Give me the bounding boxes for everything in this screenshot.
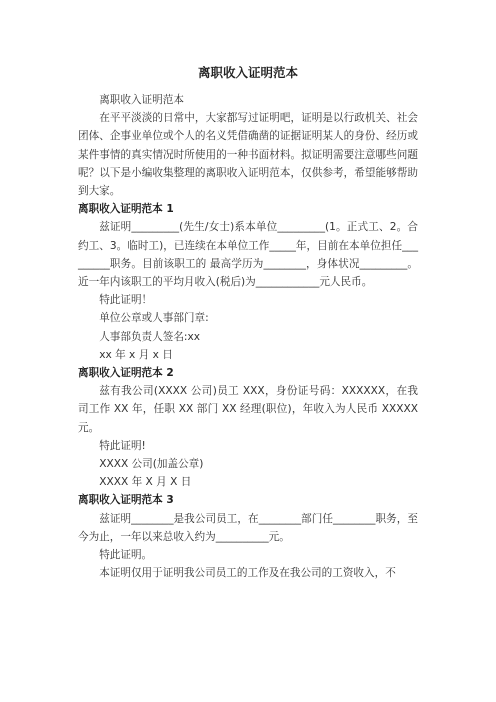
- body-paragraph: 兹证明________是我公司员工，在________部门任________职务，至今为止，一年以来总收入约为__________元。: [78, 512, 418, 543]
- body-paragraph: 本证明仅用于证明我公司员工的工作及在我公司的工资收入，不: [99, 567, 396, 580]
- body-paragraph: 特此证明!: [99, 439, 146, 452]
- body-paragraph: 特此证明。: [99, 549, 153, 562]
- document-title: 离职收入证明范本: [197, 65, 298, 80]
- body-paragraph: 人事部负责人签名:xx: [99, 330, 201, 343]
- body-paragraph: XXXX 公司(加盖公章): [99, 458, 204, 471]
- section-heading: 离职收入证明范本 2: [78, 367, 174, 380]
- title-spacer: [78, 82, 418, 91]
- body-paragraph: 兹有我公司(XXXX 公司)员工 XXX，身份证号码：XXXXXX，在我司工作 XX 年，任职 XX 部门 XX 经理(职位)，年收入为人民币 XXXXX 元。: [78, 385, 418, 434]
- section-3: [78, 491, 418, 582]
- section-1: [78, 200, 418, 364]
- section-heading: 离职收入证明范本 1: [78, 203, 174, 216]
- section-2: [78, 364, 418, 491]
- section-heading: 离职收入证明范本 3: [78, 494, 174, 507]
- body-paragraph: xx 年 x 月 x 日: [99, 348, 173, 361]
- body-paragraph: 特此证明！: [99, 294, 153, 307]
- intro-paragraph: 在平平淡淡的日常中，大家都写过证明吧，证明是以行政机关、社会团体、企事业单位或个人的名义凭借确凿的证据证明某人的身份、经历或某件事情的真实情况时所使用的一种书面材料。拟证明需要注意哪些问题呢？以下是小编收集整理的离职收入证明范本，仅供参考，希望能够帮助到大家。: [78, 112, 418, 198]
- body-paragraph: 单位公章或人事部门章:: [99, 312, 209, 325]
- body-paragraph: 兹证明_________(先生/女士)系本单位_________(1。正式工、2。合约工、3。临时工)，已连续在本单位工作_____年，目前在本单位担任_________职务。目前该职工的 最高学历为________，身体状况_________。近一年内该职工的平均月收入(税后)为____________元人民币。: [78, 221, 418, 289]
- body-paragraph: XXXX 年 X 月 X 日: [99, 476, 192, 489]
- intro-title: 离职收入证明范本: [99, 94, 184, 106]
